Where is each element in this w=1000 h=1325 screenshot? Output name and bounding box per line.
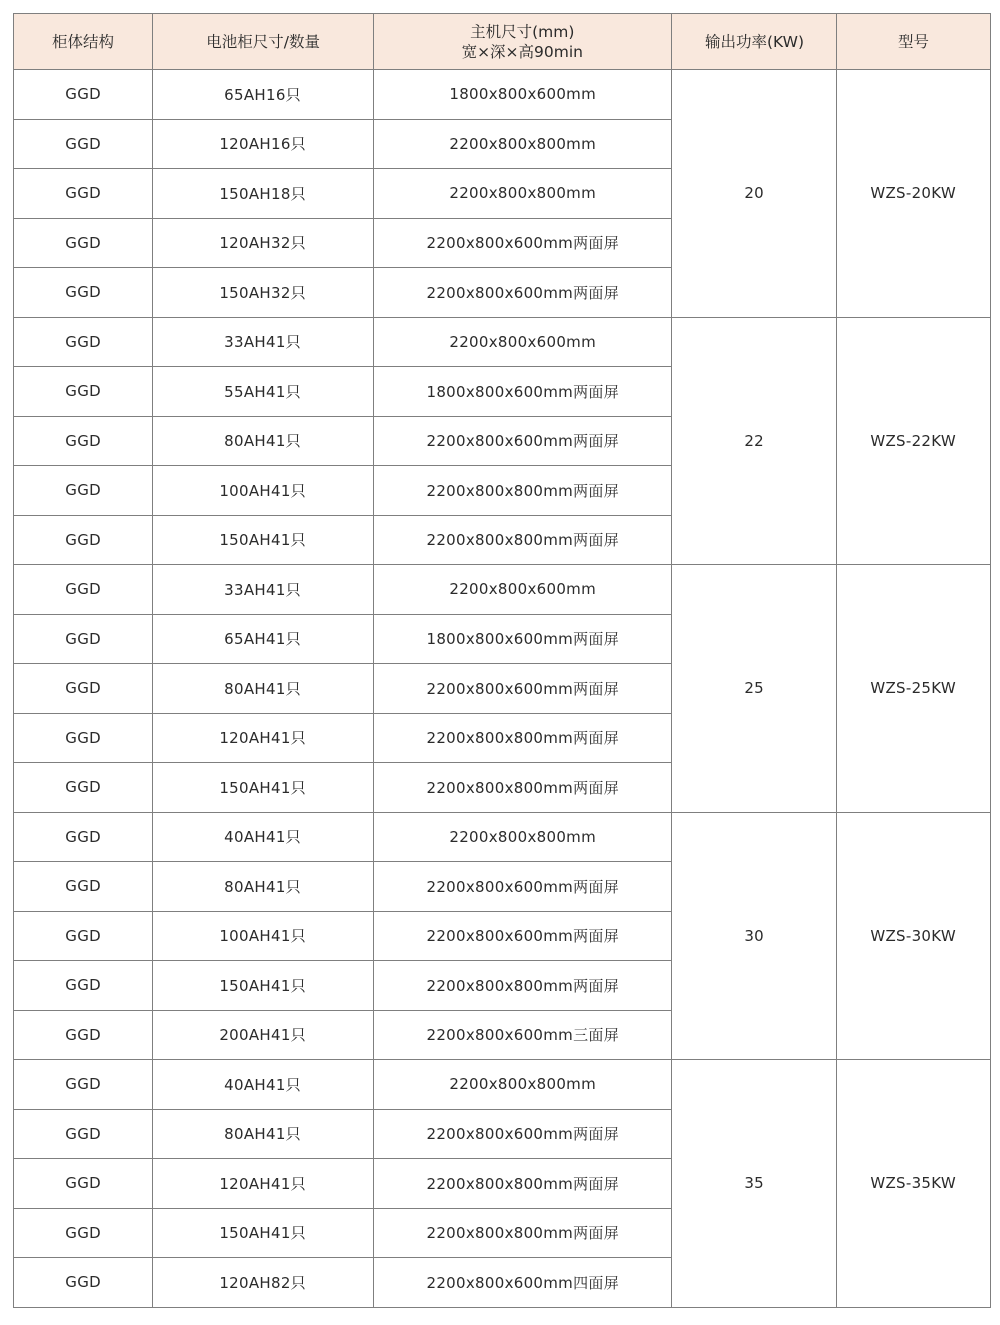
host-size-cell: 2200x800x600mm两面屏: [374, 862, 672, 912]
cabinet-cell: GGD: [14, 862, 153, 912]
model-cell: WZS-20KW: [837, 70, 991, 318]
header-host-size: [374, 14, 672, 70]
battery-cell: 80AH41只: [153, 416, 374, 466]
battery-cell: 65AH16只: [153, 70, 374, 120]
cabinet-cell: GGD: [14, 1109, 153, 1159]
host-size-cell: 2200x800x600mm: [374, 565, 672, 615]
host-size-cell: 2200x800x800mm两面屏: [374, 763, 672, 813]
battery-cell: 55AH41只: [153, 367, 374, 417]
cabinet-cell: GGD: [14, 1258, 153, 1308]
battery-cell: 33AH41只: [153, 317, 374, 367]
cabinet-cell: GGD: [14, 961, 153, 1011]
host-size-cell: 2200x800x800mm两面屏: [374, 466, 672, 516]
host-size-cell: 2200x800x800mm两面屏: [374, 713, 672, 763]
cabinet-cell: GGD: [14, 515, 153, 565]
table-row: [14, 812, 991, 862]
cabinet-cell: GGD: [14, 218, 153, 268]
header-cabinet: 柜体结构: [14, 14, 153, 70]
host-size-cell: 2200x800x600mm两面屏: [374, 911, 672, 961]
battery-cell: 40AH41只: [153, 1060, 374, 1110]
battery-cell: 150AH41只: [153, 763, 374, 813]
host-size-cell: 2200x800x800mm: [374, 1060, 672, 1110]
cabinet-cell: GGD: [14, 268, 153, 318]
battery-cell: 100AH41只: [153, 466, 374, 516]
host-size-cell: 2200x800x600mm两面屏: [374, 1109, 672, 1159]
battery-cell: 120AH82只: [153, 1258, 374, 1308]
host-size-cell: 2200x800x800mm: [374, 812, 672, 862]
cabinet-cell: GGD: [14, 1010, 153, 1060]
cabinet-cell: GGD: [14, 416, 153, 466]
cabinet-cell: GGD: [14, 614, 153, 664]
host-size-cell: 2200x800x800mm: [374, 119, 672, 169]
battery-cell: 120AH32只: [153, 218, 374, 268]
battery-cell: 80AH41只: [153, 1109, 374, 1159]
cabinet-cell: GGD: [14, 1208, 153, 1258]
table-row: [14, 1060, 991, 1110]
battery-cell: 150AH41只: [153, 961, 374, 1011]
host-size-cell: 2200x800x800mm两面屏: [374, 1159, 672, 1209]
cabinet-cell: GGD: [14, 169, 153, 219]
battery-cell: 200AH41只: [153, 1010, 374, 1060]
host-size-cell: 2200x800x800mm: [374, 169, 672, 219]
spec-table: [13, 13, 991, 1308]
power-cell: 25: [672, 565, 837, 813]
cabinet-cell: GGD: [14, 664, 153, 714]
battery-cell: 40AH41只: [153, 812, 374, 862]
header-host-size-line2: 宽×深×高90min: [461, 42, 584, 61]
battery-cell: 150AH41只: [153, 515, 374, 565]
battery-cell: 150AH18只: [153, 169, 374, 219]
power-cell: 20: [672, 70, 837, 318]
battery-cell: 120AH41只: [153, 1159, 374, 1209]
battery-cell: 80AH41只: [153, 862, 374, 912]
host-size-cell: 2200x800x600mm: [374, 317, 672, 367]
cabinet-cell: GGD: [14, 911, 153, 961]
battery-cell: 120AH16只: [153, 119, 374, 169]
cabinet-cell: GGD: [14, 713, 153, 763]
header-battery: 电池柜尺寸/数量: [153, 14, 374, 70]
model-cell: WZS-22KW: [837, 317, 991, 565]
header-row: [14, 14, 991, 70]
model-cell: WZS-30KW: [837, 812, 991, 1060]
host-size-cell: 2200x800x800mm两面屏: [374, 961, 672, 1011]
header-model: 型号: [837, 14, 991, 70]
battery-cell: 150AH32只: [153, 268, 374, 318]
cabinet-cell: GGD: [14, 317, 153, 367]
power-cell: 22: [672, 317, 837, 565]
battery-cell: 65AH41只: [153, 614, 374, 664]
cabinet-cell: GGD: [14, 763, 153, 813]
cabinet-cell: GGD: [14, 1060, 153, 1110]
battery-cell: 150AH41只: [153, 1208, 374, 1258]
host-size-cell: 2200x800x600mm两面屏: [374, 664, 672, 714]
table-row: [14, 317, 991, 367]
battery-cell: 120AH41只: [153, 713, 374, 763]
host-size-cell: 1800x800x600mm两面屏: [374, 614, 672, 664]
table-row: [14, 70, 991, 120]
host-size-cell: 2200x800x800mm两面屏: [374, 515, 672, 565]
battery-cell: 33AH41只: [153, 565, 374, 615]
power-cell: 30: [672, 812, 837, 1060]
header-host-size-line1: 主机尺寸(mm): [470, 22, 575, 41]
host-size-cell: 2200x800x600mm两面屏: [374, 218, 672, 268]
header-power: 输出功率(KW): [672, 14, 837, 70]
cabinet-cell: GGD: [14, 466, 153, 516]
host-size-cell: 1800x800x600mm: [374, 70, 672, 120]
cabinet-cell: GGD: [14, 70, 153, 120]
battery-cell: 100AH41只: [153, 911, 374, 961]
model-cell: WZS-35KW: [837, 1060, 991, 1308]
host-size-cell: 2200x800x600mm两面屏: [374, 416, 672, 466]
cabinet-cell: GGD: [14, 812, 153, 862]
host-size-cell: 1800x800x600mm两面屏: [374, 367, 672, 417]
battery-cell: 80AH41只: [153, 664, 374, 714]
host-size-cell: 2200x800x600mm三面屏: [374, 1010, 672, 1060]
host-size-cell: 2200x800x800mm两面屏: [374, 1208, 672, 1258]
cabinet-cell: GGD: [14, 367, 153, 417]
table-row: [14, 565, 991, 615]
cabinet-cell: GGD: [14, 565, 153, 615]
host-size-cell: 2200x800x600mm四面屏: [374, 1258, 672, 1308]
cabinet-cell: GGD: [14, 119, 153, 169]
host-size-cell: 2200x800x600mm两面屏: [374, 268, 672, 318]
cabinet-cell: GGD: [14, 1159, 153, 1209]
power-cell: 35: [672, 1060, 837, 1308]
model-cell: WZS-25KW: [837, 565, 991, 813]
spec-body: [14, 70, 991, 1308]
